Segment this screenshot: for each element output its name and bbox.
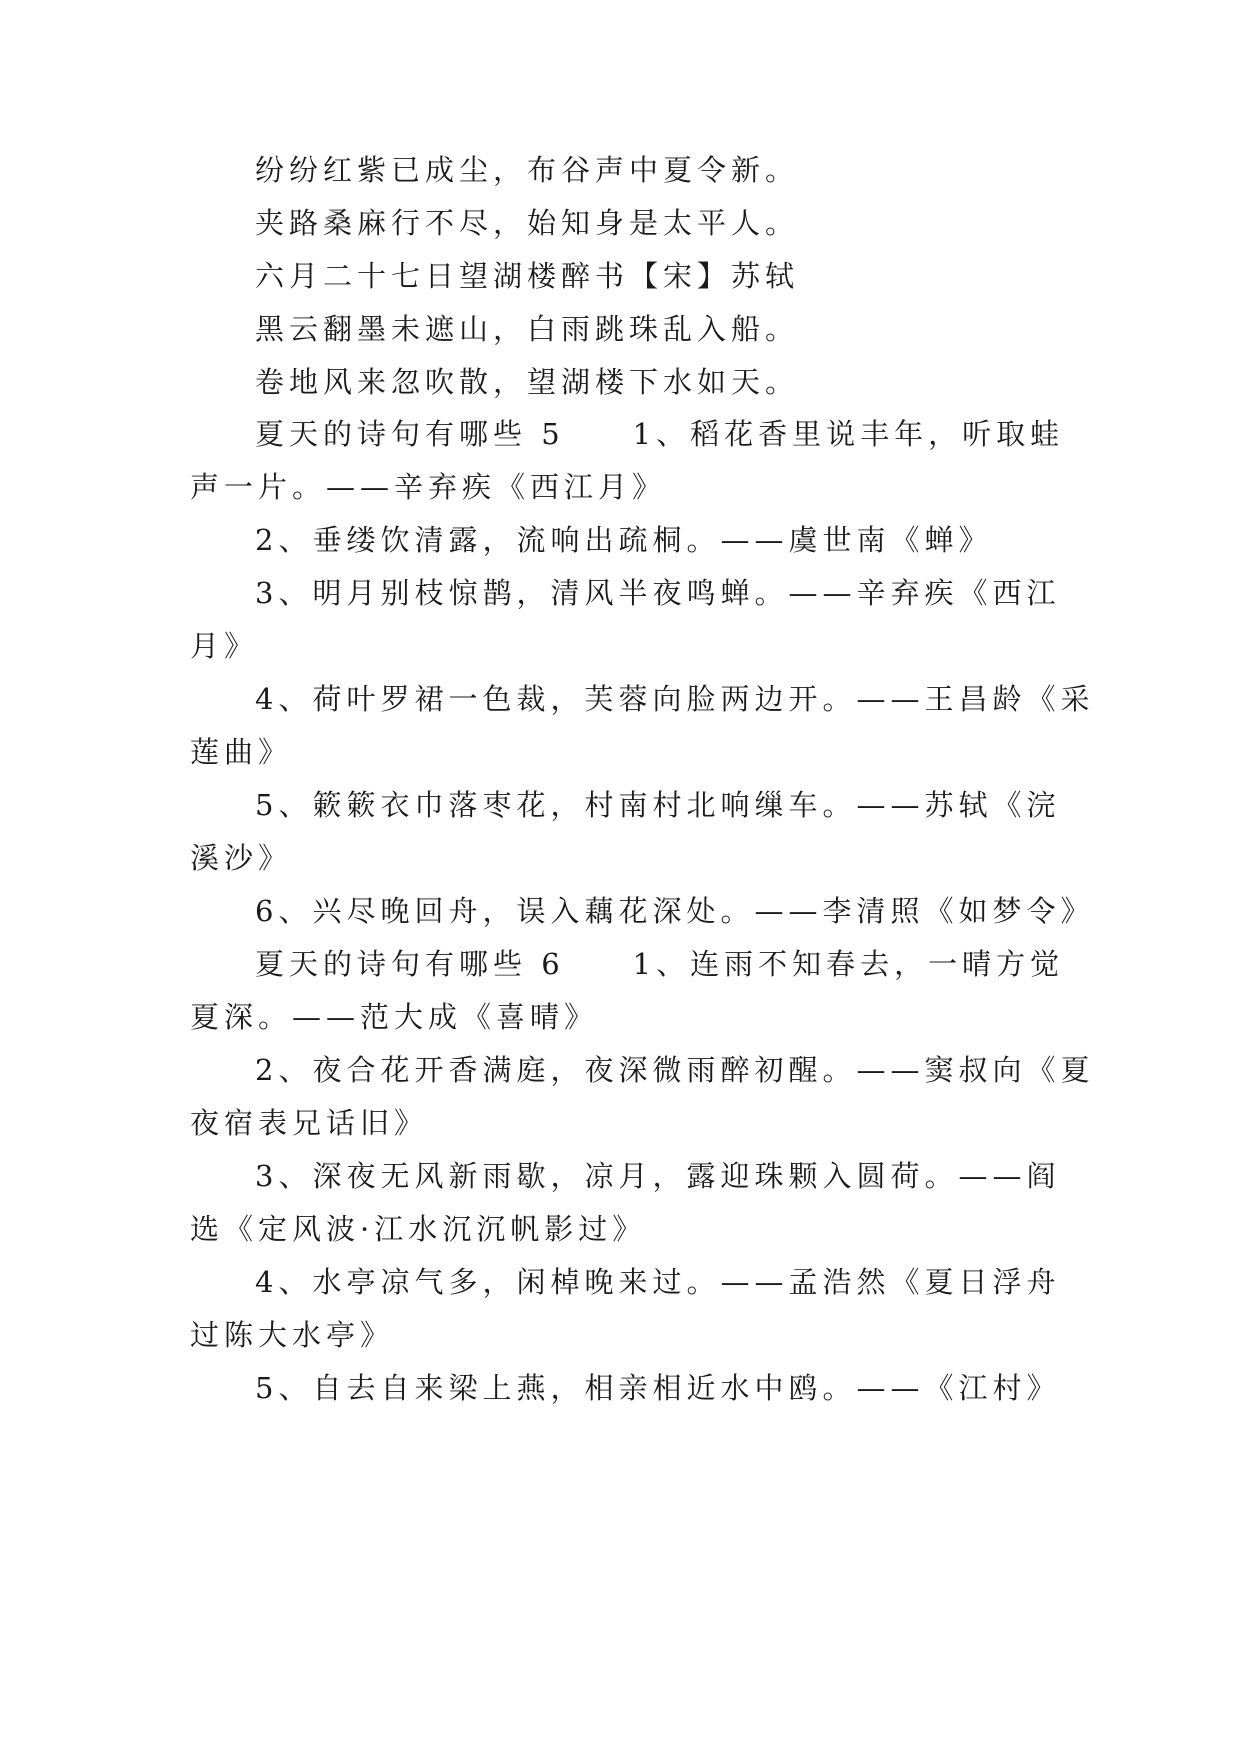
poem-title-line: 六月二十七日望湖楼醉书【宋】苏轼 [255,259,800,293]
text-line: 3、明月别枝惊鹊，清风半夜鸣蝉。——辛弃疾《西江 [255,576,1061,610]
text-line: 3、深夜无风新雨歇，凉月，露迎珠颗入圆荷。——阎 [255,1159,1061,1193]
text-line: 6、兴尽晚回舟，误入藕花深处。——李清照《如梦令》 [255,894,1095,928]
text-line: 4、水亭凉气多，闲棹晚来过。——孟浩然《夏日浮舟 [255,1265,1061,1299]
text-line: 5、簌簌衣巾落枣花，村南村北响缫车。——苏轼《浣 [255,788,1061,822]
poem-line: 卷地风来忽吹散，望湖楼下水如天。 [255,365,800,399]
text-line: 过陈大水亭》 [190,1318,395,1352]
section-heading-line: 夏天的诗句有哪些 6 1、连雨不知春去，一晴方觉 [255,947,1065,981]
text-line: 声一片。——辛弃疾《西江月》 [190,470,667,504]
text-line: 2、夜合花开香满庭，夜深微雨醉初醒。——窦叔向《夏 [255,1053,1095,1087]
poem-line: 黑云翻墨未遮山，白雨跳珠乱入船。 [255,312,800,346]
text-line: 月》 [190,629,259,663]
text-line: 2、垂缕饮清露，流响出疏桐。——虞世南《蝉》 [255,523,993,557]
text-line: 夏深。——范大成《喜晴》 [190,1000,599,1034]
text-line: 5、自去自来梁上燕，相亲相近水中鸥。——《江村》 [255,1371,1061,1405]
text-line: 莲曲》 [190,735,293,769]
poem-line: 纷纷红紫已成尘，布谷声中夏令新。 [255,153,800,187]
poem-line: 夹路桑麻行不尽，始知身是太平人。 [255,206,800,240]
section-heading-line: 夏天的诗句有哪些 5 1、稻花香里说丰年，听取蛙 [255,417,1065,451]
text-line: 4、荷叶罗裙一色裁，芙蓉向脸两边开。——王昌龄《采 [255,682,1095,716]
text-line: 夜宿表兄话旧》 [190,1106,429,1140]
text-line: 溪沙》 [190,841,293,875]
text-line: 选《定风波·江水沉沉帆影过》 [190,1212,647,1246]
